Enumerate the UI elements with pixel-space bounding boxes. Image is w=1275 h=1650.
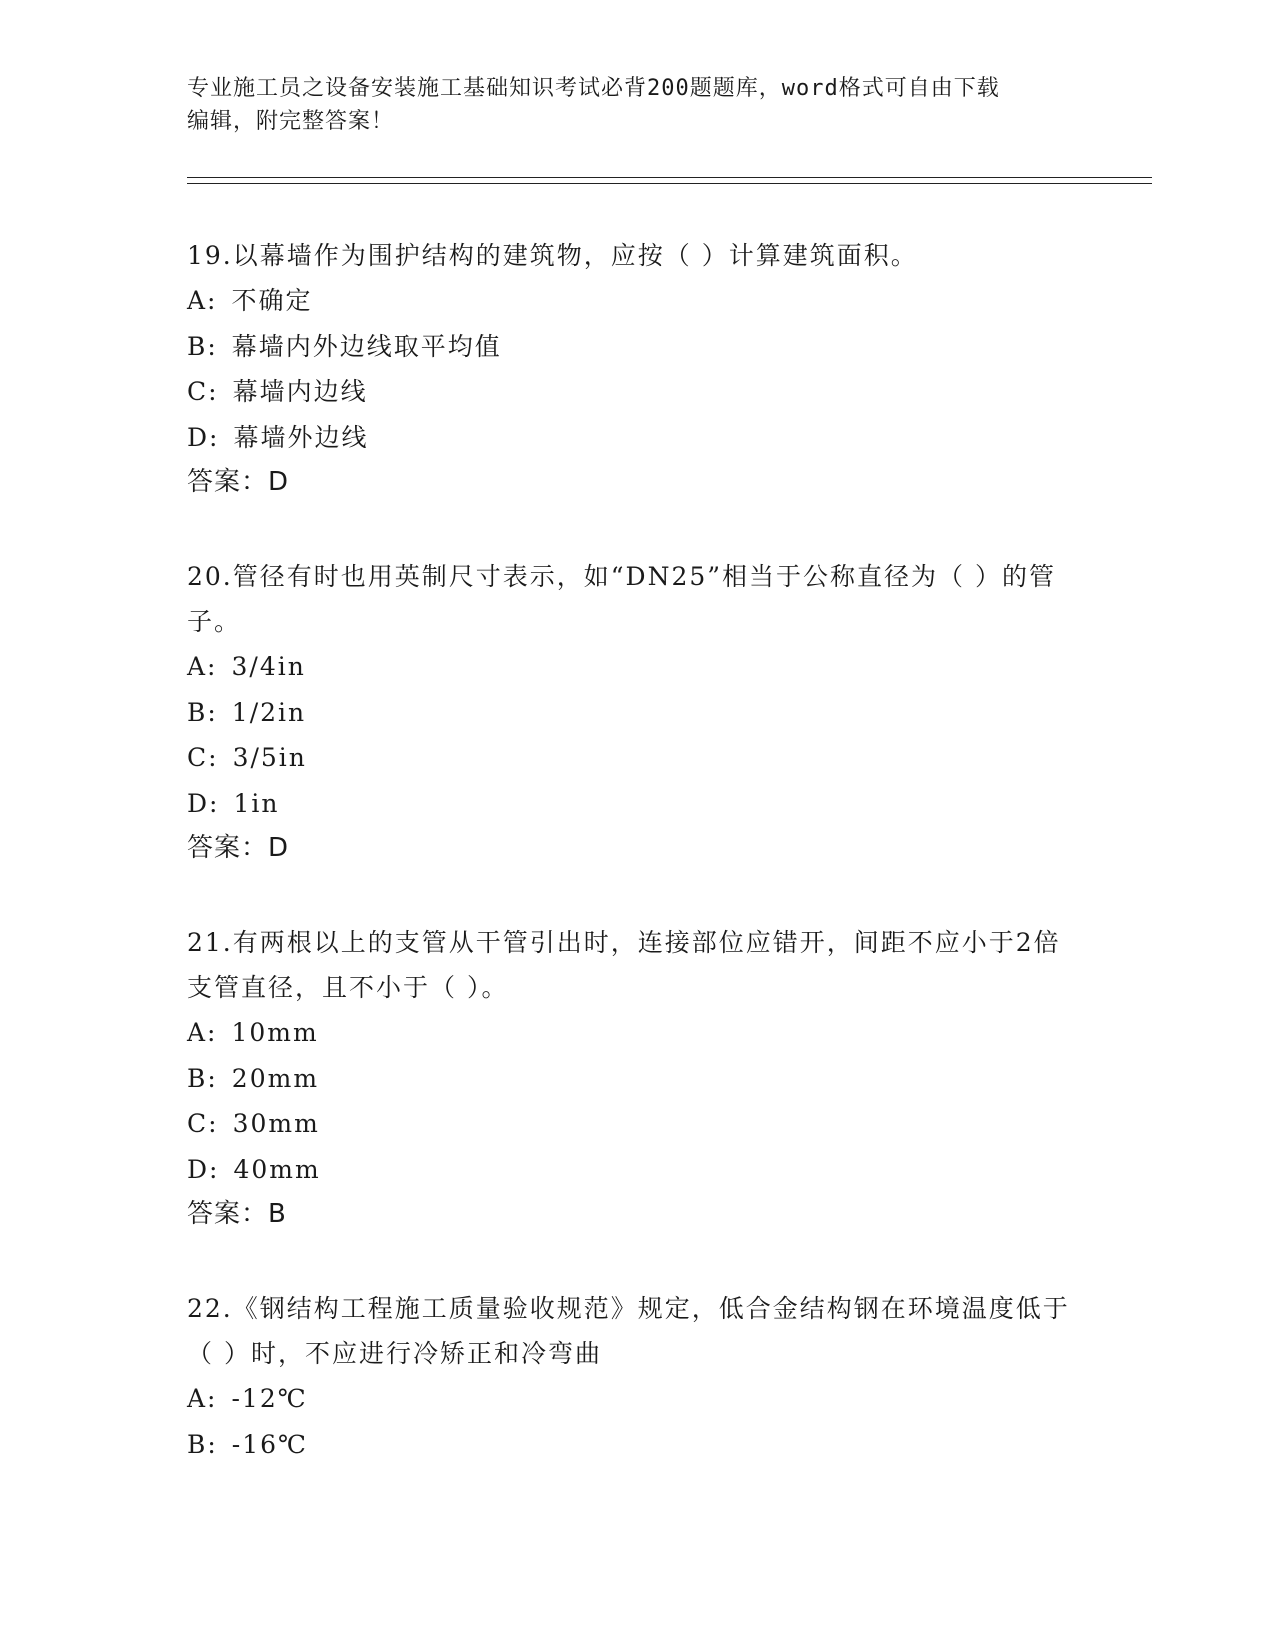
option-text: -16℃	[231, 1429, 309, 1459]
question-stem: 20.管径有时也用英制尺寸表示，如“DN25”相当于公称直径为（ ）的管子。	[187, 562, 1056, 636]
option-text: -12℃	[231, 1384, 308, 1413]
option-letter: B:	[187, 331, 218, 361]
option-text: 30mm	[232, 1109, 320, 1138]
option-text: 3/4in	[231, 652, 306, 681]
question-stem: 19.以幕墙作为围护结构的建筑物，应按（ ）计算建筑面积。	[187, 241, 918, 270]
option-letter: C:	[187, 1109, 219, 1138]
option-letter: D:	[187, 422, 220, 452]
question-21	[187, 920, 1087, 1237]
answer-line: 答案：B	[187, 1199, 287, 1229]
header-title-line-1: 专业施工员之设备安装施工基础知识考试必背200题题库，word格式可自由下载	[187, 76, 1000, 101]
option-letter: C:	[187, 743, 219, 772]
header-divider-top	[187, 177, 1152, 178]
option-c	[187, 735, 1087, 781]
option-b	[187, 1422, 1087, 1468]
option-letter: A:	[187, 286, 218, 315]
option-text: 3/5in	[232, 743, 307, 772]
question-stem: 22.《钢结构工程施工质量验收规范》规定，低合金结构钢在环境温度低于（ ）时，不应进行冷矫正和冷弯曲	[187, 1294, 1070, 1368]
option-text: 不确定	[231, 286, 313, 315]
option-letter: A:	[187, 1018, 218, 1047]
option-text: 1/2in	[231, 697, 307, 727]
option-letter: B:	[187, 1429, 218, 1459]
question-22	[187, 1286, 1087, 1467]
option-a	[187, 644, 1087, 690]
option-c	[187, 1101, 1087, 1147]
option-letter: B:	[187, 697, 218, 727]
option-letter: A:	[187, 1384, 218, 1413]
option-text: 1in	[233, 788, 280, 818]
option-letter: B:	[187, 1063, 218, 1093]
question-stem: 21.有两根以上的支管从干管引出时，连接部位应错开，间距不应小于2倍支管直径，且不小于（ ）。	[187, 928, 1061, 1002]
option-text: 20mm	[231, 1063, 320, 1093]
question-19	[187, 233, 1087, 505]
question-list	[187, 233, 1087, 1516]
option-b	[187, 690, 1087, 736]
option-text: 幕墙内外边线取平均值	[231, 331, 502, 361]
option-text: 10mm	[231, 1018, 319, 1047]
answer-line: 答案：D	[187, 833, 290, 863]
option-a	[187, 278, 1087, 324]
option-letter: D:	[187, 1154, 220, 1184]
option-letter: C:	[187, 377, 219, 406]
option-d	[187, 415, 1087, 461]
option-text: 幕墙内边线	[232, 377, 368, 406]
question-20	[187, 554, 1087, 871]
header-divider-bottom	[187, 183, 1152, 184]
header-title-line-2: 编辑，附完整答案！	[187, 109, 395, 134]
option-d	[187, 781, 1087, 827]
option-text: 40mm	[233, 1154, 321, 1184]
option-letter: A:	[187, 652, 218, 681]
option-a	[187, 1376, 1087, 1422]
option-text: 幕墙外边线	[233, 422, 369, 452]
option-letter: D:	[187, 788, 220, 818]
option-d	[187, 1147, 1087, 1193]
option-a	[187, 1010, 1087, 1056]
document-header	[187, 72, 1087, 138]
answer-line: 答案：D	[187, 467, 290, 497]
option-b	[187, 324, 1087, 370]
option-c	[187, 369, 1087, 415]
option-b	[187, 1056, 1087, 1102]
